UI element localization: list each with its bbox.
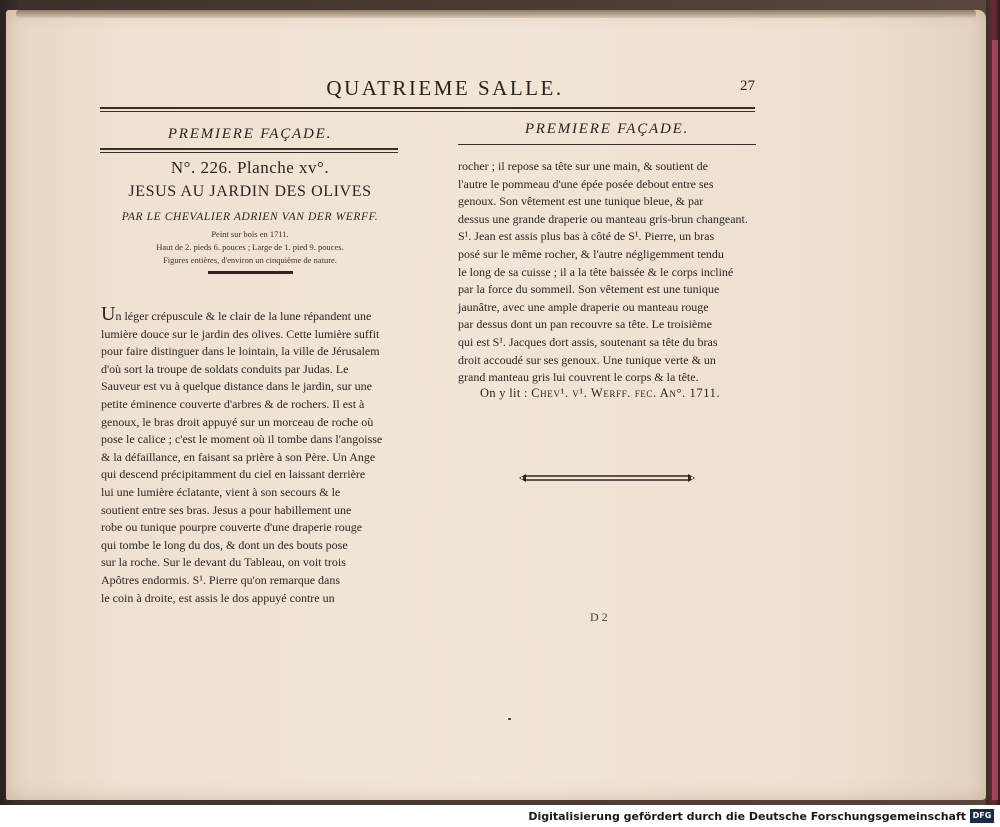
decorative-ornament	[518, 471, 696, 485]
footer-credit: Digitalisierung gefördert durch die Deutsche Forschungsgemeinschaft	[528, 810, 966, 823]
running-title: QUATRIEME SALLE.	[326, 76, 564, 100]
text-line: qui tombe le long du dos, & dont un des bouts pose	[101, 537, 348, 552]
text-line: lumière douce sur le jardin des olives. Cette lumière suffit	[101, 326, 380, 341]
book-edge-binding	[992, 40, 998, 800]
text-line: lui une lumière éclatante, vient à son secours & le	[101, 484, 341, 499]
text-line: par la force du sommeil. Son vêtement est une tunique	[458, 282, 720, 297]
text-line: genoux, le bras droit appuyé sur un morceau de roche où	[101, 414, 374, 429]
inscription-prefix: On y lit :	[480, 386, 528, 400]
text-line: posé sur le même rocher, & l'autre négligemment tendu	[458, 246, 724, 261]
painter-name: PAR LE CHEVALIER ADRIEN VAN DER WERFF.	[121, 211, 379, 223]
text-line: Apôtres endormis. S¹. Pierre qu'on remarque dans	[101, 572, 341, 587]
text-line: sur la roche. Sur le devant du Tableau, on voit trois	[101, 555, 346, 570]
text-line: qui est S¹. Jacques dort assis, soutenant sa tête du bras	[458, 334, 718, 349]
plate-title	[100, 158, 400, 178]
footer-bar	[0, 805, 1000, 827]
painting-details	[100, 228, 400, 267]
text-line: Un léger crépuscule & le clair de la lune répandent une	[101, 303, 372, 325]
title-divider	[208, 271, 293, 274]
text-line: l'autre le pommeau d'une épée posée debout entre ses	[458, 176, 714, 191]
text-line: d'où sort la troupe de soldats conduits par Judas. Le	[101, 361, 349, 376]
paper-speck	[508, 718, 511, 720]
text-line: droit accoudé sur ses genoux. Une tunique verte & un	[458, 352, 716, 367]
right-column-heading: PREMIERE FAÇADE.	[524, 121, 690, 137]
text-line: le coin à droite, est assis le dos appuyé contre un	[101, 590, 335, 605]
plate-heading-block	[100, 150, 400, 274]
inscription-text: Chev¹. v¹. Werff. fec. An°. 1711.	[531, 386, 721, 400]
text-line: qui descend précipitamment du ciel en laissant derrière	[101, 467, 366, 482]
text-line: pose le calice ; c'est le moment où il tombe dans l'angoisse	[101, 432, 383, 447]
text-line: dessus une grande draperie ou manteau gris-brun changeant.	[458, 211, 748, 226]
text-line: & la défaillance, en faisant sa prière à son Père. Un Ange	[101, 449, 376, 464]
drop-cap: U	[101, 303, 116, 325]
text-line: jaunâtre, avec une ample draperie ou manteau rouge	[458, 299, 709, 314]
plate-number: N°. 226.	[170, 158, 233, 177]
painting-figures: Figures entières, d'environ un cinquième de nature.	[163, 255, 337, 265]
header-rule	[100, 107, 755, 112]
right-column-text	[458, 158, 756, 387]
dfg-logo: DFG	[970, 809, 994, 823]
text-line: S¹. Jean est assis plus bas à côté de S¹. Pierre, un bras	[458, 229, 715, 244]
page-number: 27	[740, 78, 755, 94]
text-line: robe ou tunique pourpre couverte d'une draperie rouge	[101, 520, 363, 535]
page-header	[100, 76, 755, 106]
text-line: soutient entre ses bras. Jesus a pour habillement une	[101, 502, 352, 517]
painting-date: Peint sur bois en 1711.	[211, 229, 289, 239]
signature-mark: D 2	[590, 610, 608, 624]
text-line: grand manteau gris lui couvrent le corps & la tête.	[458, 370, 699, 385]
text-line: le long de sa cuisse ; il a la tête baissée & le corps incliné	[458, 264, 734, 279]
text-line: petite éminence couverte d'arbres & de rochers. Il est à	[101, 396, 365, 411]
text-line: rocher ; il repose sa tête sur une main, & soutient de	[458, 159, 708, 173]
right-heading-rule	[458, 144, 756, 145]
text-line: par dessus dont un pan recouvre sa tête. Le troisième	[458, 317, 712, 332]
left-column-text	[101, 303, 399, 607]
text-line: genoux. Son vêtement est une tunique bleue, & par	[458, 194, 704, 209]
inscription	[480, 386, 720, 401]
painting-title: JESUS AU JARDIN DES OLIVES	[128, 183, 372, 200]
page-top-edge	[16, 10, 976, 18]
plate-label: Planche xv°.	[236, 158, 330, 177]
painting-dimensions: Haut de 2. pieds 6. pouces ; Large de 1. pied 9. pouces.	[156, 242, 344, 252]
text-line: Sauveur est vu à quelque distance dans le jardin, sur une	[101, 379, 372, 394]
text-line: pour faire distinguer dans le lointain, la ville de Jérusalem	[101, 344, 380, 359]
left-column-heading: PREMIERE FAÇADE.	[167, 126, 333, 142]
